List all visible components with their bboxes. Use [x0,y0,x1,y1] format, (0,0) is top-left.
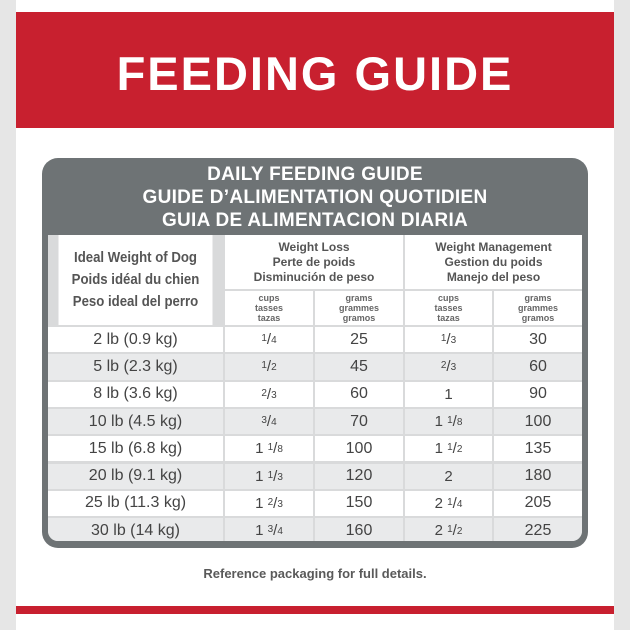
group-header-line: Perte de poids [272,254,356,269]
weight-header-line: Peso ideal del perro [72,293,199,310]
weight-cell: 8 lb (3.6 kg) [48,382,223,407]
group-header-line: Weight Management [435,239,552,254]
table-cell: 1 $^1$ / $_8$ [405,409,492,434]
table-cell: $^1$ / $_2$ [225,354,313,379]
footnote: Reference packaging for full details. [203,566,427,581]
table-cell: 1 $^1$ / $_8$ [225,436,313,461]
unit-header-line: gramos [342,313,376,323]
table-cell: 1 [405,382,492,407]
unit-header-grams [315,291,403,325]
weight-cell: 20 lb (9.1 kg) [48,464,223,489]
group-header-line: Manejo del peso [446,269,541,284]
table-cell: 90 [494,382,582,407]
table-cell: 1 $^1$ / $_3$ [225,464,313,489]
unit-header-line: cups [258,293,280,303]
unit-header-line: grammes [338,303,380,313]
table-cell: 60 [315,382,403,407]
table-cell: 135 [494,436,582,461]
unit-header-line: tazas [437,313,460,323]
banner-title: FEEDING GUIDE [116,46,514,100]
table-cell: 180 [494,464,582,489]
header-banner [16,12,614,128]
table-cell: 150 [315,491,403,516]
weight-cell: 30 lb (14 kg) [48,518,223,541]
weight-cell: 15 lb (6.8 kg) [48,436,223,461]
weight-cell: 2 lb (0.9 kg) [48,327,223,352]
group-header-line: Gestion du poids [444,254,543,269]
table-cell: 1 $^3$ / $_4$ [225,518,313,541]
table-cell: 2 $^1$ / $_4$ [405,491,492,516]
table-cell: 25 [315,327,403,352]
feeding-table-panel [42,158,588,548]
table-title-line: DAILY FEEDING GUIDE [207,163,423,185]
unit-header-line: tasses [254,303,284,313]
table-cell: 100 [315,436,403,461]
table-title-line: GUIA DE ALIMENTACION DIARIA [161,209,469,231]
table-cell: 1 $^1$ / $_2$ [405,436,492,461]
table-cell: 100 [494,409,582,434]
table-cell: $^1$ / $_4$ [225,327,313,352]
unit-header-cups [405,291,492,325]
table-cell: 2 $^1$ / $_2$ [405,518,492,541]
table-cell: 30 [494,327,582,352]
table-cell: 1 $^2$ / $_3$ [225,491,313,516]
feeding-table [48,235,582,541]
table-cell: $^3$ / $_4$ [225,409,313,434]
bottom-accent-bar [16,606,614,614]
table-title [42,160,588,234]
unit-header-line: gramos [521,313,555,323]
table-cell: $^1$ / $_3$ [405,327,492,352]
unit-header-line: tasses [434,303,463,313]
table-cell: 2 [405,464,492,489]
group-header-line: Weight Loss [278,239,350,254]
table-cell: 160 [315,518,403,541]
table-cell: 45 [315,354,403,379]
table-title-line: GUIDE D’ALIMENTATION QUOTIDIEN [142,186,488,208]
unit-header-line: cups [437,293,459,303]
table-cell: $^2$ / $_3$ [405,354,492,379]
unit-header-line: grammes [517,303,559,313]
table-cell: 120 [315,464,403,489]
weight-cell: 10 lb (4.5 kg) [48,409,223,434]
weight-header-line: Ideal Weight of Dog [74,249,197,266]
unit-header-line: tazas [257,313,281,323]
group-header-line: Disminución de peso [253,269,375,284]
weight-column-header [59,235,213,325]
table-cell: 225 [494,518,582,541]
table-cell: 60 [494,354,582,379]
unit-header-cups [225,291,313,325]
weight-cell: 25 lb (11.3 kg) [48,491,223,516]
weight-cell: 5 lb (2.3 kg) [48,354,223,379]
table-cell: 205 [494,491,582,516]
feeding-guide-card [16,0,614,630]
unit-header-grams [494,291,582,325]
weight-header-line: Poids idéal du chien [71,271,200,288]
unit-header-line: grams [345,293,373,303]
group-header-weight-management [405,235,582,289]
group-header-weight-loss [225,235,403,289]
unit-header-line: grams [524,293,552,303]
table-cell: 70 [315,409,403,434]
table-cell: $^2$ / $_3$ [225,382,313,407]
